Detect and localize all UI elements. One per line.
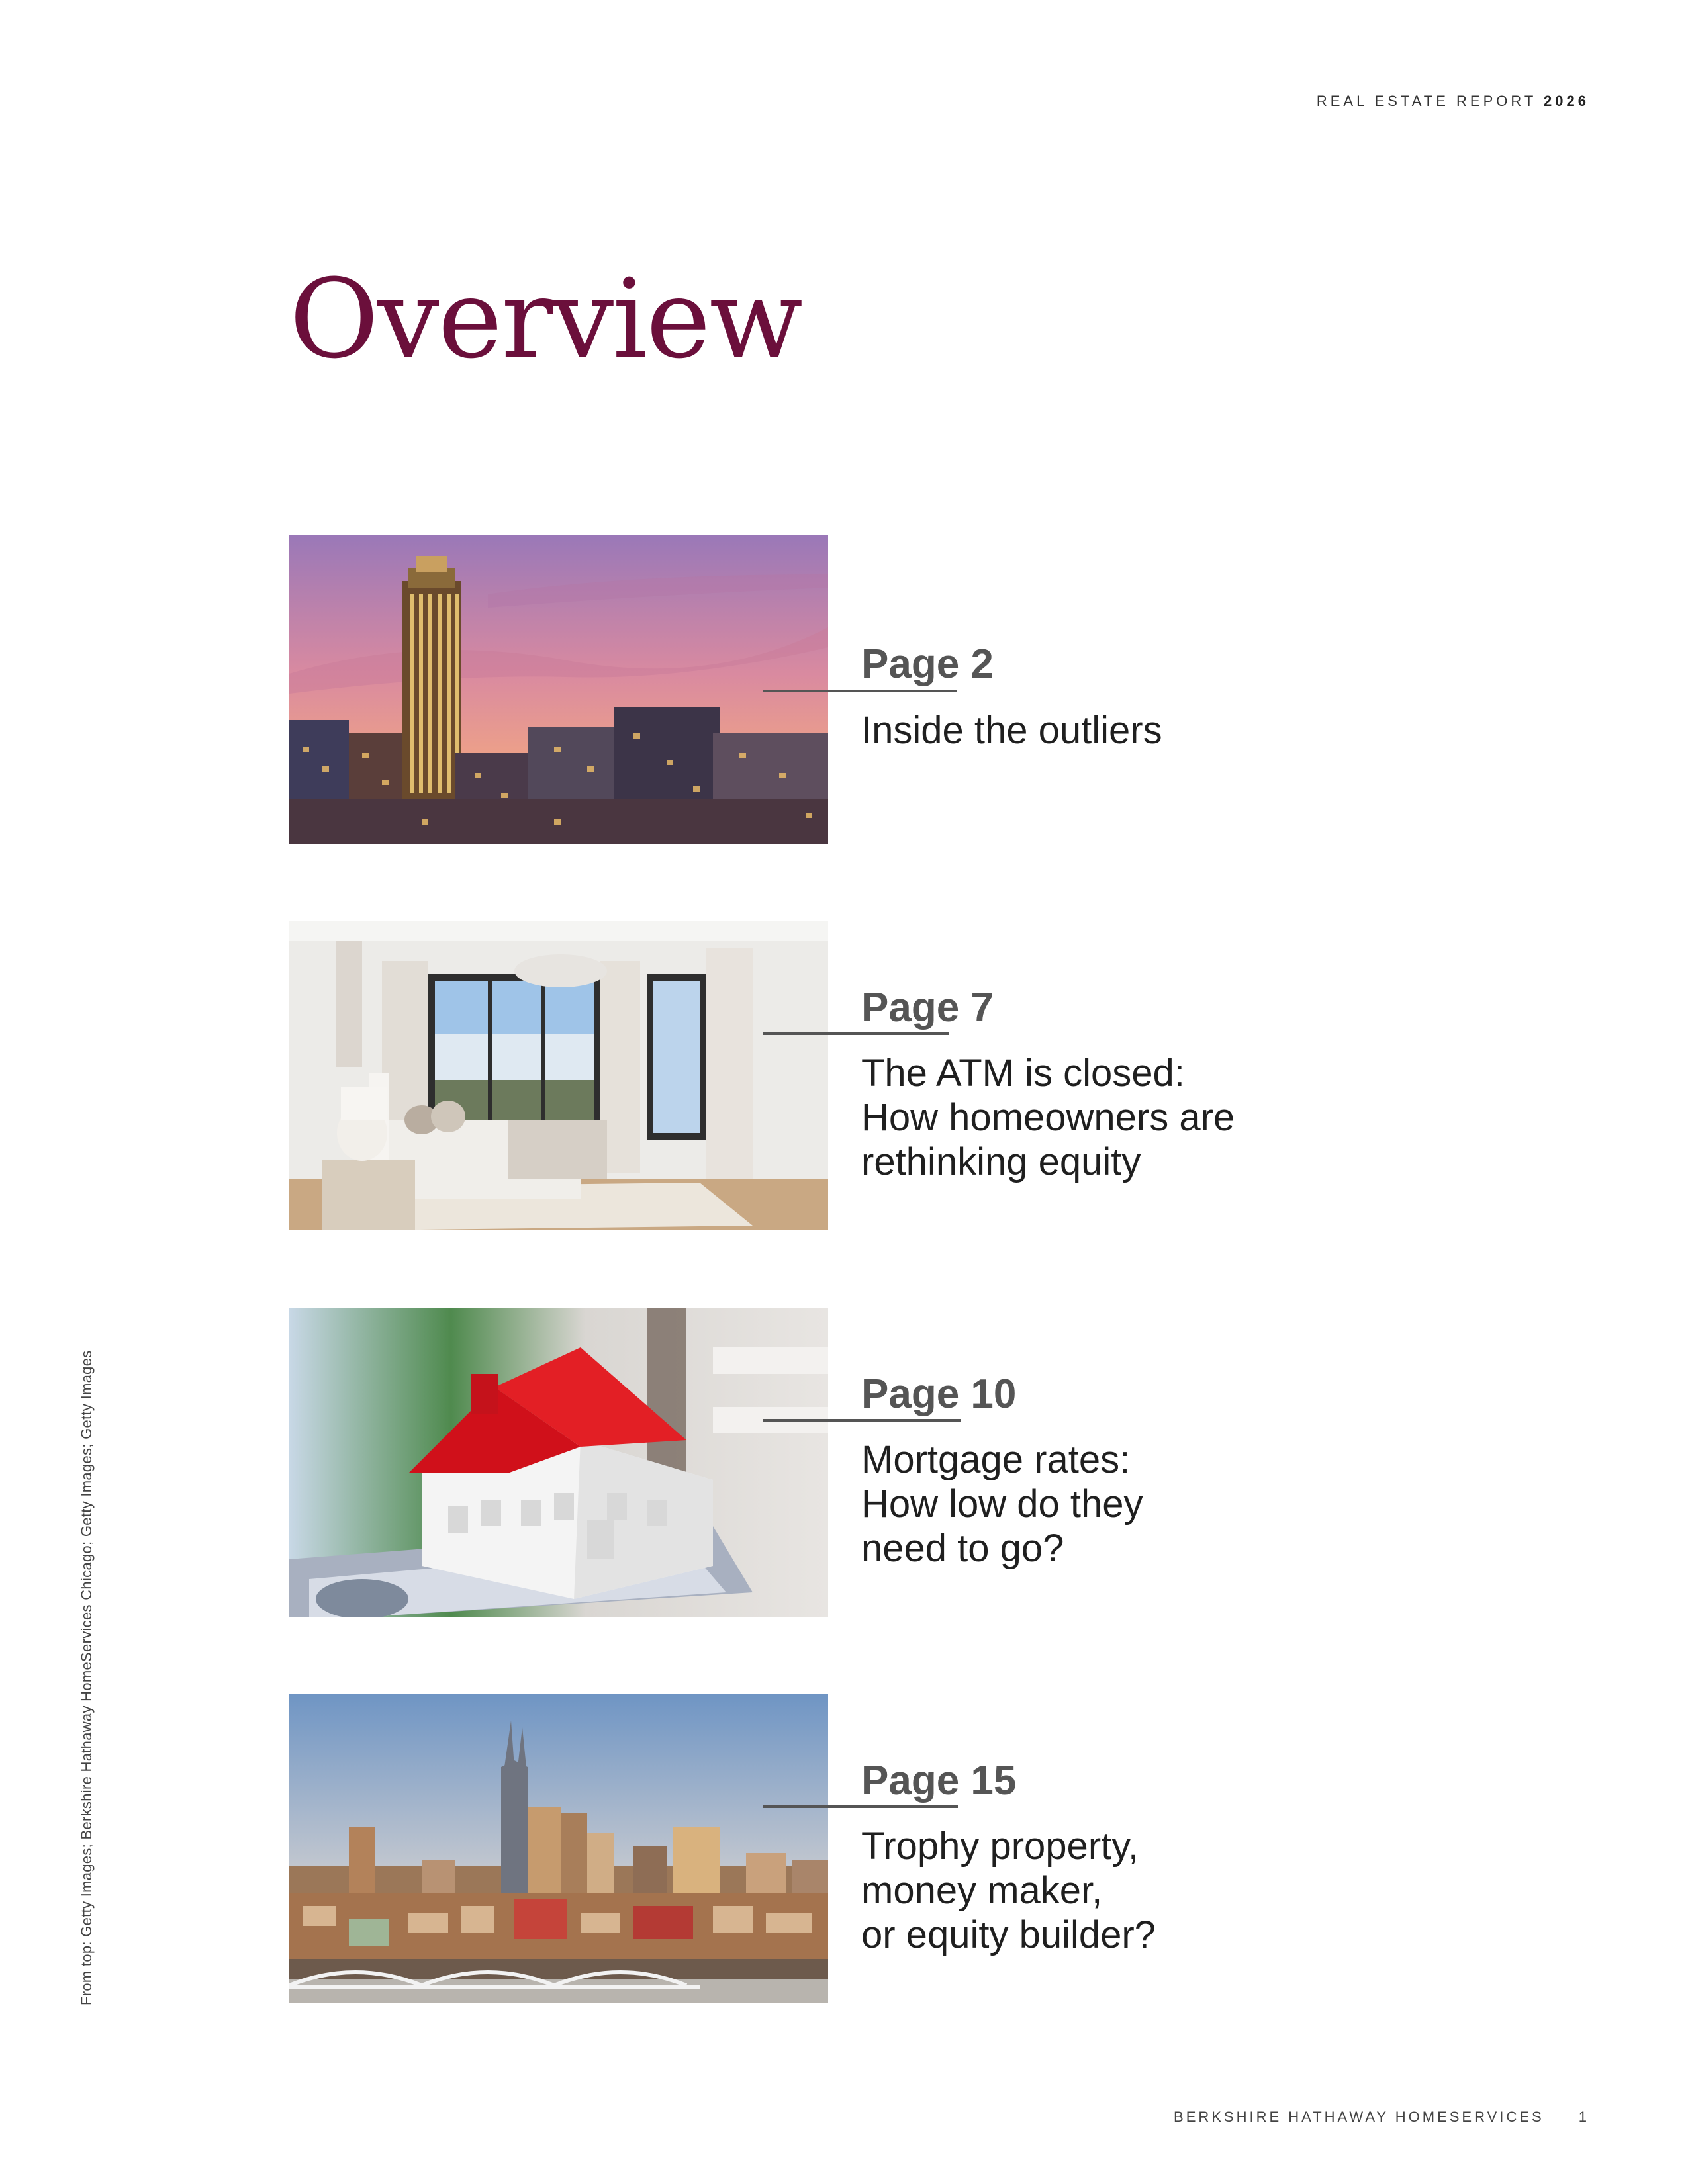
footer-brand: BERKSHIRE HATHAWAY HOMESERVICES — [1174, 2109, 1544, 2125]
overview-entry-page-15[interactable] — [289, 1694, 1428, 2003]
photo-credits: From top: Getty Images; Berkshire Hathaway HomeServices Chicago; Getty Images; Getty Images — [78, 1350, 95, 2005]
entry-rule — [763, 1805, 958, 1808]
city-skyline-sunset-photo — [289, 535, 828, 844]
entry-rule — [763, 1419, 961, 1422]
page-title: Overview — [289, 255, 802, 383]
entry-teaser: Trophy property, money maker, or equity builder? — [861, 1825, 1156, 1956]
bedroom-interior-photo — [289, 921, 828, 1230]
nashville-skyline-photo — [289, 1694, 828, 2003]
entry-rule — [763, 690, 957, 692]
report-header — [1317, 93, 1589, 110]
page-reference[interactable]: Page 7 — [861, 985, 994, 1030]
page-footer — [1174, 2109, 1589, 2126]
entry-teaser: The ATM is closed: How homeowners are rethinking equity — [861, 1052, 1235, 1183]
page-reference[interactable]: Page 2 — [861, 641, 994, 687]
page-reference[interactable]: Page 10 — [861, 1371, 1017, 1417]
overview-entry-page-10[interactable] — [289, 1308, 1428, 1617]
entry-rule — [763, 1032, 949, 1035]
overview-entry-page-2[interactable] — [289, 535, 1428, 844]
entry-teaser: Inside the outliers — [861, 709, 1162, 752]
report-year: 2026 — [1544, 93, 1589, 109]
report-label: REAL ESTATE REPORT — [1316, 93, 1536, 109]
overview-entry-page-7[interactable] — [289, 921, 1428, 1230]
page-reference[interactable]: Page 15 — [861, 1758, 1017, 1803]
model-house-on-cash-photo — [289, 1308, 828, 1617]
page-number: 1 — [1578, 2109, 1589, 2125]
entry-teaser: Mortgage rates: How low do they need to go? — [861, 1438, 1143, 1570]
